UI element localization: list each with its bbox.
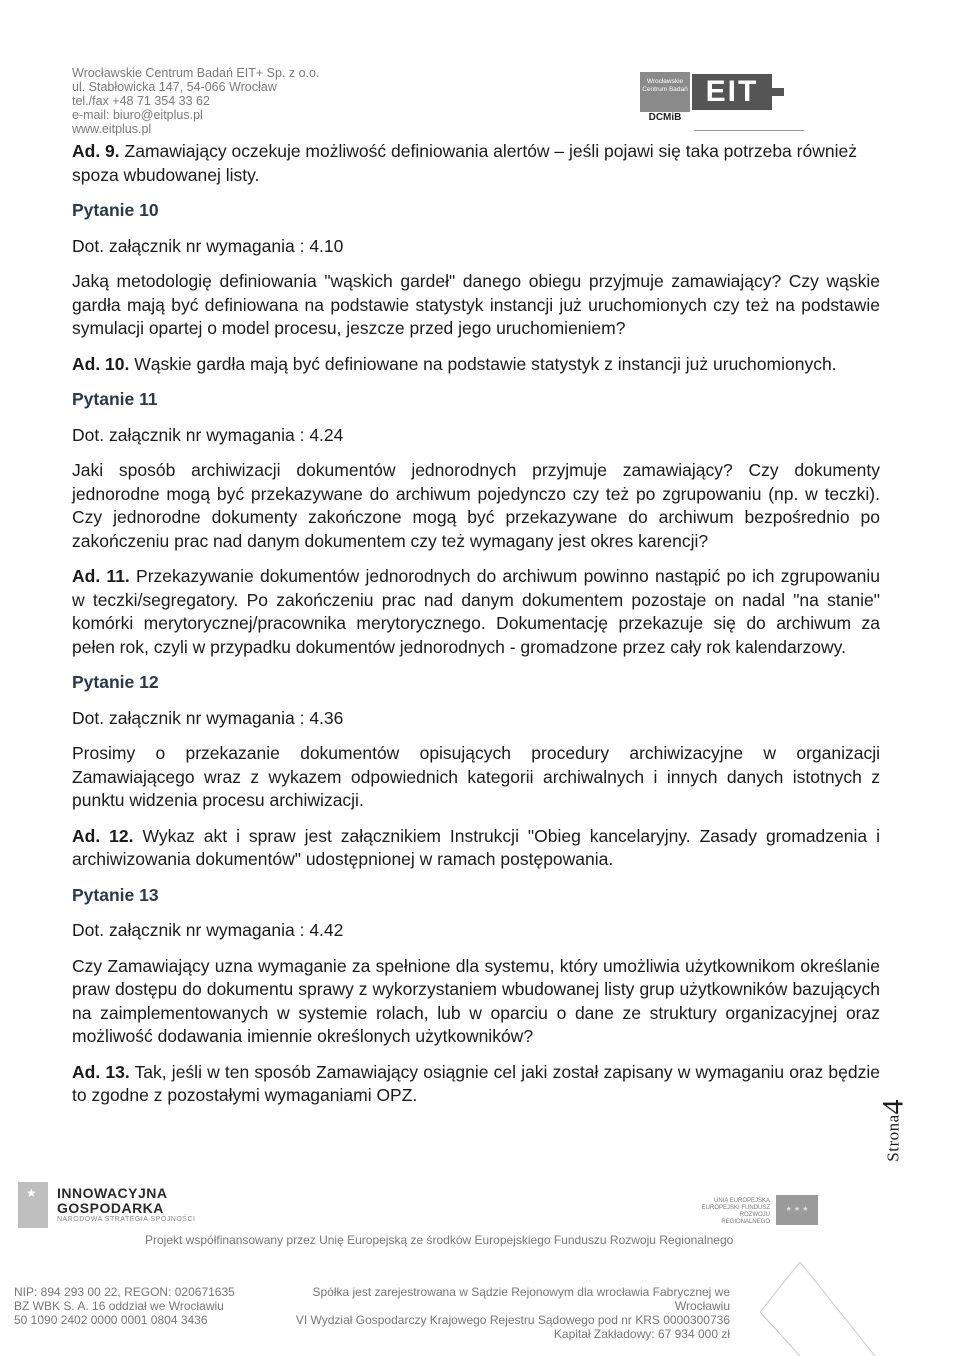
company-phone: tel./fax +48 71 354 33 62 (72, 94, 210, 108)
answer-9 (72, 140, 880, 187)
company-street: ul. Stabłowicka 147, 54-066 Wrocław (72, 80, 277, 94)
answer-label: Ad. 12. (72, 825, 134, 846)
answer-label: Ad. 13. (72, 1061, 130, 1082)
page-label: Strona (883, 1114, 903, 1162)
answer-text: Wąskie gardła mają być definiowane na podstawie statystyk z instancji już uruchomionych. (134, 353, 837, 374)
question-heading-12: Pytanie 12 (72, 672, 159, 692)
innovative-economy-logo-icon (18, 1182, 48, 1228)
logo-small-text: Wrocławskie Centrum Badań (640, 72, 690, 112)
company-name: Wrocławskie Centrum Badań EIT+ Sp. z o.o. (72, 66, 320, 80)
corner-decoration-icon (760, 1262, 960, 1356)
project-cofinancing-note: Projekt współfinansowany przez Unię Europejską ze środków Europejskiego Funduszu Rozwoju Regionalnego (145, 1233, 734, 1247)
question-heading-13: Pytanie 13 (72, 884, 159, 905)
program-subtitle: NARODOWA STRATEGIA SPÓJNOŚCI (57, 1216, 196, 1223)
question-ref-11: Dot. załącznik nr wymagania : 4.24 (72, 424, 344, 445)
footer-capital: Kapitał Zakładowy: 67 934 000 zł (553, 1327, 730, 1341)
question-text-11: Jaki sposób archiwizacji dokumentów jednorodnych przyjmuje zamawiający? Czy dokumenty jednorodne mogą być przekazywane do archiwum pojedynczo czy też po zgrupowaniu (np. w teczki). Czy jednorodne dokumenty zakończone mogą być przekazywane do archiwum bezpośrednio po zakończeniu prac nad danym dokumentem czy też wymagany jest okres karencji? (72, 460, 880, 551)
answer-label: Ad. 11. (72, 566, 130, 586)
logo-sub-text: DCMiB (648, 112, 682, 123)
footer-account: 50 1090 2402 0000 0001 0804 3436 (14, 1313, 208, 1327)
question-text-13: Czy Zamawiający uzna wymaganie za spełnione dla systemu, który umożliwia użytkownikom określanie praw dostępu do dokumentu sprawy z wykorzystaniem wbudowanej listy grup użytkowników bazujących na zaimplementowanych w systemie rolach, lub w oparciu o dane ze struktury organizacyjnej oraz możliwość dodawania imiennie określonych użytkowników? (72, 955, 880, 1046)
footer-court-info (275, 1285, 730, 1341)
logo-divider (694, 130, 804, 131)
answer-label: Ad. 9. (72, 141, 120, 161)
page-number: 4 (876, 1099, 910, 1115)
footer-court: Spółka jest zarejestrowana w Sądzie Rejonowym dla wrocławia Fabrycznej we Wrocławiu (312, 1285, 730, 1313)
question-heading-10: Pytanie 10 (72, 200, 159, 220)
answer-11 (72, 565, 880, 659)
program-title: INNOWACYJNA GOSPODARKA (57, 1185, 167, 1216)
footer-bank: BZ WBK S. A. 16 oddział we Wrocławiu (14, 1299, 224, 1313)
question-text-10: Jaką metodologię definiowania "wąskich gardeł" danego obiegu przyjmuje zamawiający? Czy wąskie gardła mają być definiowana na podstawie statystyk instancji już uruchomionych czy też na podstawie symulacji opartej o model procesu, jeszcze przed jego uruchomieniem? (72, 271, 880, 338)
company-website: www.eitplus.pl (72, 122, 152, 136)
question-text-12: Prosimy o przekazanie dokumentów opisujących procedury archiwizacyjne w organizacji Zamawiającego wraz z wykazem odpowiednich kategorii archiwalnych i innych danych istotnych z punktu widzenia procesu archiwizacji. (72, 743, 880, 810)
answer-text: Tak, jeśli w ten sposób Zamawiający osiągnie cel jaki został zapisany w wymaganiu oraz będzie to zgodne z pozostałymi wymaganiami OPZ. (72, 1061, 880, 1105)
answer-13 (72, 1061, 880, 1108)
answer-text: Zamawiający oczekuje możliwość definiowania alertów – jeśli pojawi się taka potrzeba również spoza wbudowanej listy. (72, 141, 857, 185)
company-address (72, 66, 319, 136)
footer-registration-info (14, 1285, 235, 1327)
company-email: e-mail: biuro@eitplus.pl (72, 108, 203, 122)
question-ref-12: Dot. załącznik nr wymagania : 4.36 (72, 707, 344, 728)
eu-flag-icon: ★ ★ ★ (776, 1195, 818, 1225)
page-number-marker (876, 1090, 920, 1180)
answer-text: Wykaz akt i spraw jest załącznikiem Instrukcji "Obieg kancelaryjny. Zasady gromadzenia i archiwizowania dokumentów" udostępnionej w ramach postępowania. (72, 825, 880, 869)
footer-krs: VI Wydział Gospodarczy Krajowego Rejestru Sądowego pod nr KRS 0000300736 (295, 1313, 730, 1327)
answer-12 (72, 825, 880, 872)
footer-nip-regon: NIP: 894 293 00 22, REGON: 020671635 (14, 1285, 235, 1299)
answer-label: Ad. 10. (72, 353, 130, 374)
answer-10 (72, 353, 880, 377)
question-ref-13: Dot. załącznik nr wymagania : 4.42 (72, 920, 344, 940)
answer-text: Przekazywanie dokumentów jednorodnych do archiwum powinno nastąpić po ich zgrupowaniu w teczki/segregatory. Po zakończeniu prac nad danym dokumentem pozostaje on nadal "na stanie" komórki merytorycznej/pracownika merytorycznego. Dokumentację przekazuje się do archiwum za pełen rok, czyli w przypadku dokumentów jednorodnych - gromadzone przez cały rok kalendarzowy. (72, 566, 880, 657)
question-ref-10: Dot. załącznik nr wymagania : 4.10 (72, 235, 344, 256)
logo-main-text: EIT (692, 74, 772, 110)
question-heading-11: Pytanie 11 (72, 389, 158, 409)
eit-logo (640, 72, 800, 132)
document-body (72, 140, 880, 1120)
eu-fund-text: UNIA EUROPEJSKA EUROPEJSKI FUNDUSZ ROZWOJU REGIONALNEGO (701, 1198, 770, 1225)
